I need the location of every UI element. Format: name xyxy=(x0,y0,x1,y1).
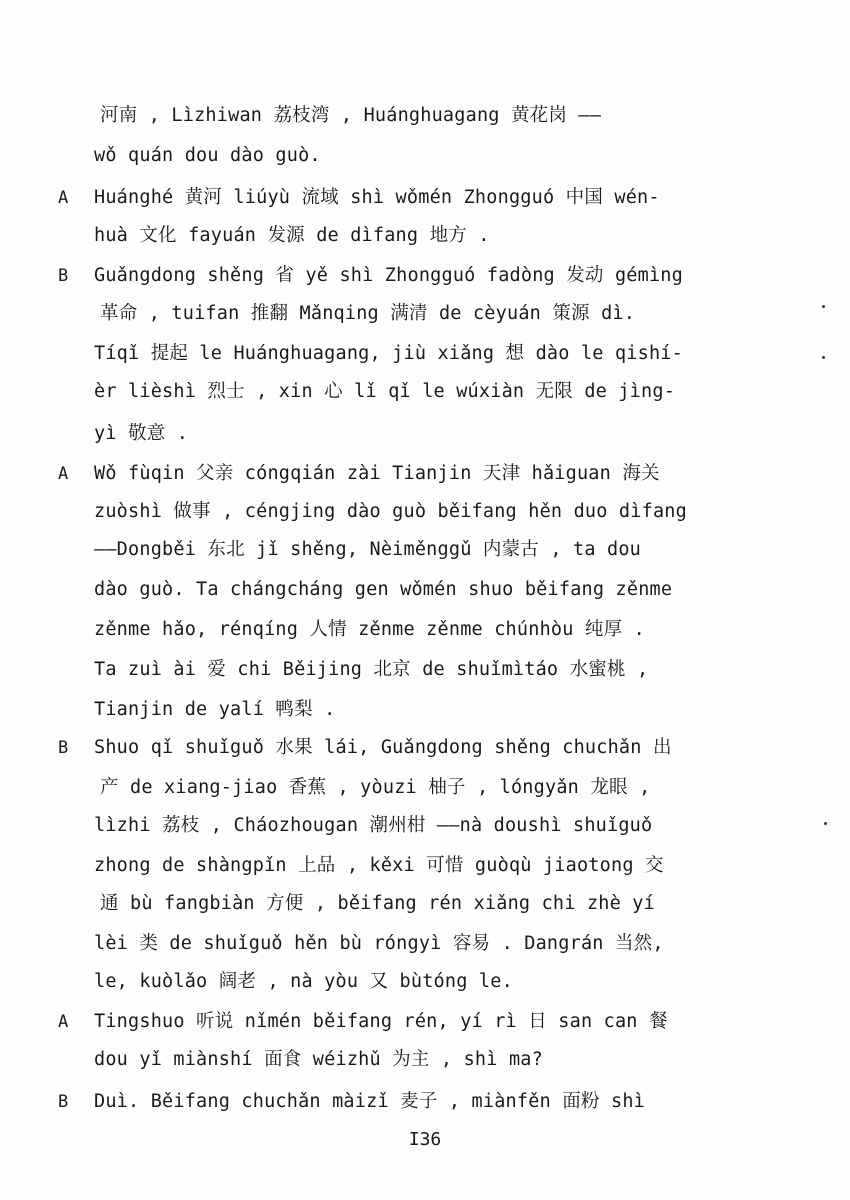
line-text: ——Dongběi 东北 jǐ shěng, Nèiměnggǔ 内蒙古 , ta dou xyxy=(94,539,642,560)
text-line xyxy=(0,570,850,610)
line-text: wǒ quán dou dào guò. xyxy=(94,145,321,166)
line-text: 河南 , Lìzhiwan 荔枝湾 , Huánghuagang 黄花岗 —— xyxy=(100,105,602,126)
line-text: huà 文化 fayuán 发源 de dìfang 地方 . xyxy=(94,225,490,246)
scan-speck xyxy=(822,305,825,308)
text-line xyxy=(0,884,850,924)
text-line xyxy=(0,256,850,296)
line-text: zhong de shàngpǐn 上品 , kěxi 可惜 guòqù jiaotong 交 xyxy=(94,855,664,876)
text-line xyxy=(0,1040,850,1080)
line-text: zuòshì 做事 , céngjing dào guò běifang hěn duo dìfang xyxy=(94,501,687,522)
text-line xyxy=(0,1082,850,1122)
speaker-label: A xyxy=(58,1012,69,1032)
speaker-label: B xyxy=(58,738,69,758)
line-text: zěnme hǎo, rénqíng 人情 zěnme zěnme chúnhòu 纯厚 . xyxy=(94,619,645,640)
line-text: Tingshuo 听说 nǐmén běifang rén, yí rì 日 san can 餐 xyxy=(94,1011,668,1032)
line-text: Wǒ fùqin 父亲 cóngqián zài Tianjin 天津 hǎiguan 海关 xyxy=(94,463,660,484)
line-text: yì 敬意 . xyxy=(94,423,189,444)
line-text: 革命 , tuifan 推翻 Mǎnqing 满清 de cèyuán 策源 dì. xyxy=(100,303,636,324)
line-text: Ta zuì ài 爱 chi Běijing 北京 de shuǐmìtáo 水蜜桃 , xyxy=(94,659,649,680)
line-text: Tíqǐ 提起 le Huánghuagang, jiù xiǎng 想 dào le qishí- xyxy=(94,343,683,364)
line-text: Duì. Běifang chuchǎn màizǐ 麦子 , miànfěn 面粉 shì xyxy=(94,1091,645,1112)
line-text: dào guò. Ta chángcháng gen wǒmén shuo běifang zěnme xyxy=(94,579,673,600)
line-text: lèi 类 de shuǐguǒ hěn bù róngyì 容易 . Dangrán 当然, xyxy=(94,933,664,954)
text-line xyxy=(0,962,850,1002)
line-text: lìzhi 荔枝 , Cháozhougan 潮州柑 ——nà doushì shuǐguǒ xyxy=(94,815,653,836)
text-line xyxy=(0,1002,850,1042)
text-line xyxy=(0,96,850,136)
scan-speck xyxy=(824,822,827,825)
line-text: 产 de xiang-jiao 香蕉 , yòuzi 柚子 , lóngyǎn 龙眼 , xyxy=(100,777,651,798)
text-line xyxy=(0,372,850,412)
line-text: Tianjin de yalí 鸭梨 . xyxy=(94,699,336,720)
text-line xyxy=(0,492,850,532)
text-line xyxy=(0,414,850,454)
text-line xyxy=(0,294,850,334)
text-line xyxy=(0,610,850,650)
line-text: Guǎngdong shěng 省 yě shì Zhongguó fadòng 发动 gémìng xyxy=(94,265,683,286)
text-line xyxy=(0,690,850,730)
text-line xyxy=(0,178,850,218)
speaker-label: B xyxy=(58,1092,69,1112)
line-text: le, kuòlǎo 阔老 , nà yòu 又 bùtóng le. xyxy=(94,971,513,992)
scan-speck xyxy=(822,356,825,359)
text-line xyxy=(0,454,850,494)
page-number: I36 xyxy=(408,1129,442,1150)
text-line xyxy=(0,650,850,690)
text-line xyxy=(0,728,850,768)
line-text: 通 bù fangbiàn 方便 , běifang rén xiǎng chi zhè yí xyxy=(100,893,655,914)
line-text: Huánghé 黄河 liúyù 流域 shì wǒmén Zhongguó 中国 wén- xyxy=(94,187,660,208)
text-line xyxy=(0,806,850,846)
line-text: Shuo qǐ shuǐguǒ 水果 lái, Guǎngdong shěng chuchǎn 出 xyxy=(94,737,672,758)
text-line xyxy=(0,846,850,886)
text-line xyxy=(0,768,850,808)
text-line xyxy=(0,334,850,374)
speaker-label: A xyxy=(58,188,69,208)
line-text: èr lièshì 烈士 , xin 心 lǐ qǐ le wúxiàn 无限 de jìng- xyxy=(94,381,676,402)
text-line xyxy=(0,216,850,256)
text-line xyxy=(0,924,850,964)
text-line xyxy=(0,530,850,570)
speaker-label: A xyxy=(58,464,69,484)
line-text: dou yǐ miànshí 面食 wéizhǔ 为主 , shì ma? xyxy=(94,1049,543,1070)
text-line xyxy=(0,136,850,176)
speaker-label: B xyxy=(58,266,69,286)
